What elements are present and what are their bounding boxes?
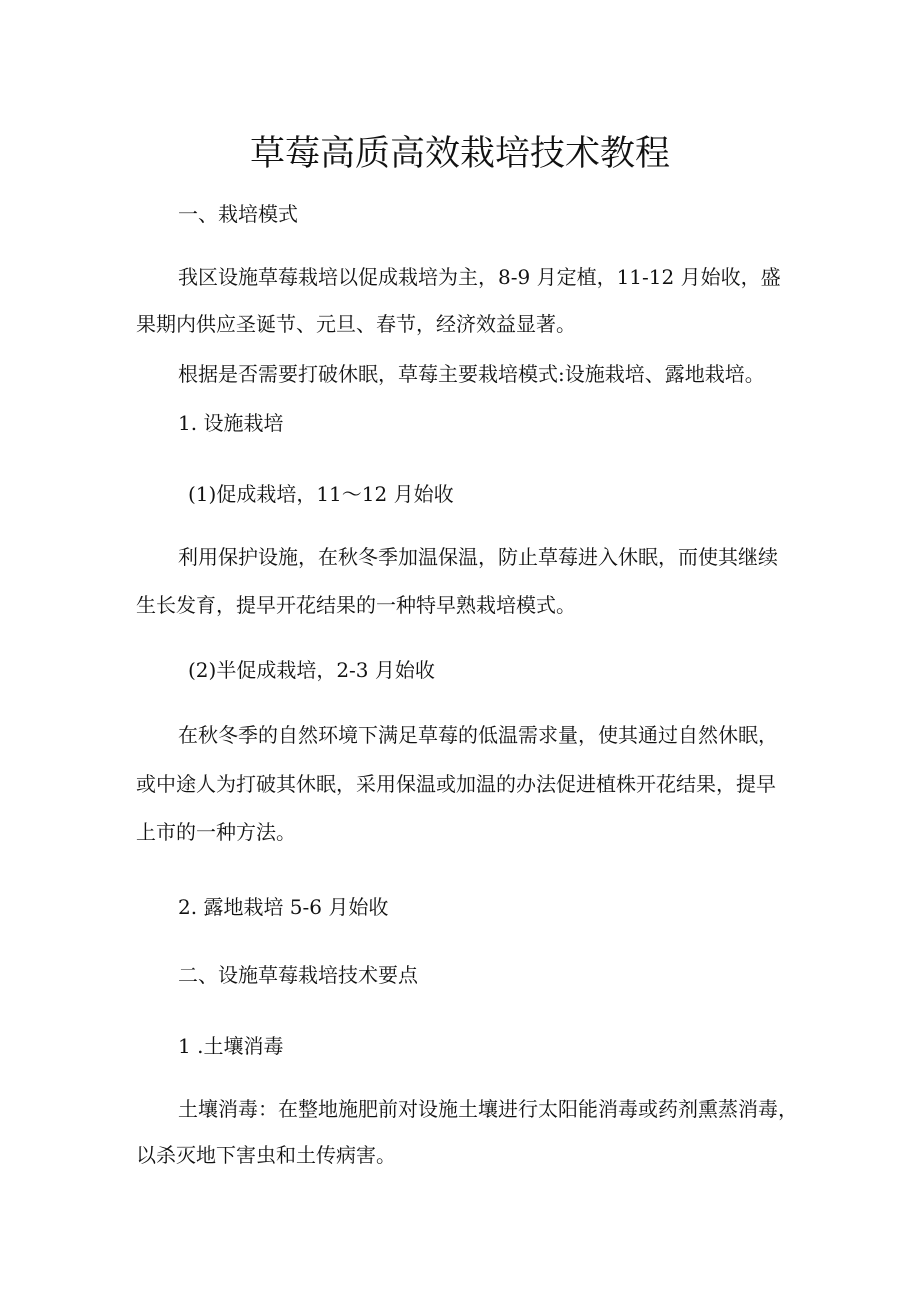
paragraph-line: 我区设施草莓栽培以促成栽培为主，8-9 月定植，11-12 月始收，盛 [178,265,781,289]
paragraph-line: 根据是否需要打破休眠，草莓主要栽培模式:设施栽培、露地栽培。 [178,362,765,386]
subheading-forcing-cultivation: (1)促成栽培，11～12 月始收 [188,482,454,506]
paragraph-line: 利用保护设施，在秋冬季加温保温，防止草莓进入休眠，而使其继续 [178,545,778,569]
paragraph-line: 在秋冬季的自然环境下满足草莓的低温需求量，使其通过自然休眠， [178,723,778,747]
page-title: 草莓高质高效栽培技术教程 [249,134,670,174]
paragraph-line: 生长发育，提早开花结果的一种特早熟栽培模式。 [136,593,576,617]
subheading-facility-cultivation: 1. 设施栽培 [178,411,284,435]
paragraph-line: 上市的一种方法。 [136,820,296,844]
paragraph-line: 以杀灭地下害虫和土传病害。 [136,1143,396,1167]
subheading-semi-forcing-cultivation: (2)半促成栽培，2-3 月始收 [188,658,435,682]
subheading-soil-disinfection: 1 .土壤消毒 [178,1034,284,1058]
section-heading-technical-points: 二、设施草莓栽培技术要点 [178,963,418,987]
paragraph-line: 或中途人为打破其休眠，采用保温或加温的办法促进植株开花结果，提早 [136,772,776,796]
paragraph-line: 土壤消毒：在整地施肥前对设施土壤进行太阳能消毒或药剂熏蒸消毒， [178,1097,798,1121]
section-heading-cultivation-modes: 一、栽培模式 [178,202,298,226]
subheading-open-field-cultivation: 2. 露地栽培 5-6 月始收 [178,895,389,919]
paragraph-line: 果期内供应圣诞节、元旦、春节，经济效益显著。 [136,312,576,336]
